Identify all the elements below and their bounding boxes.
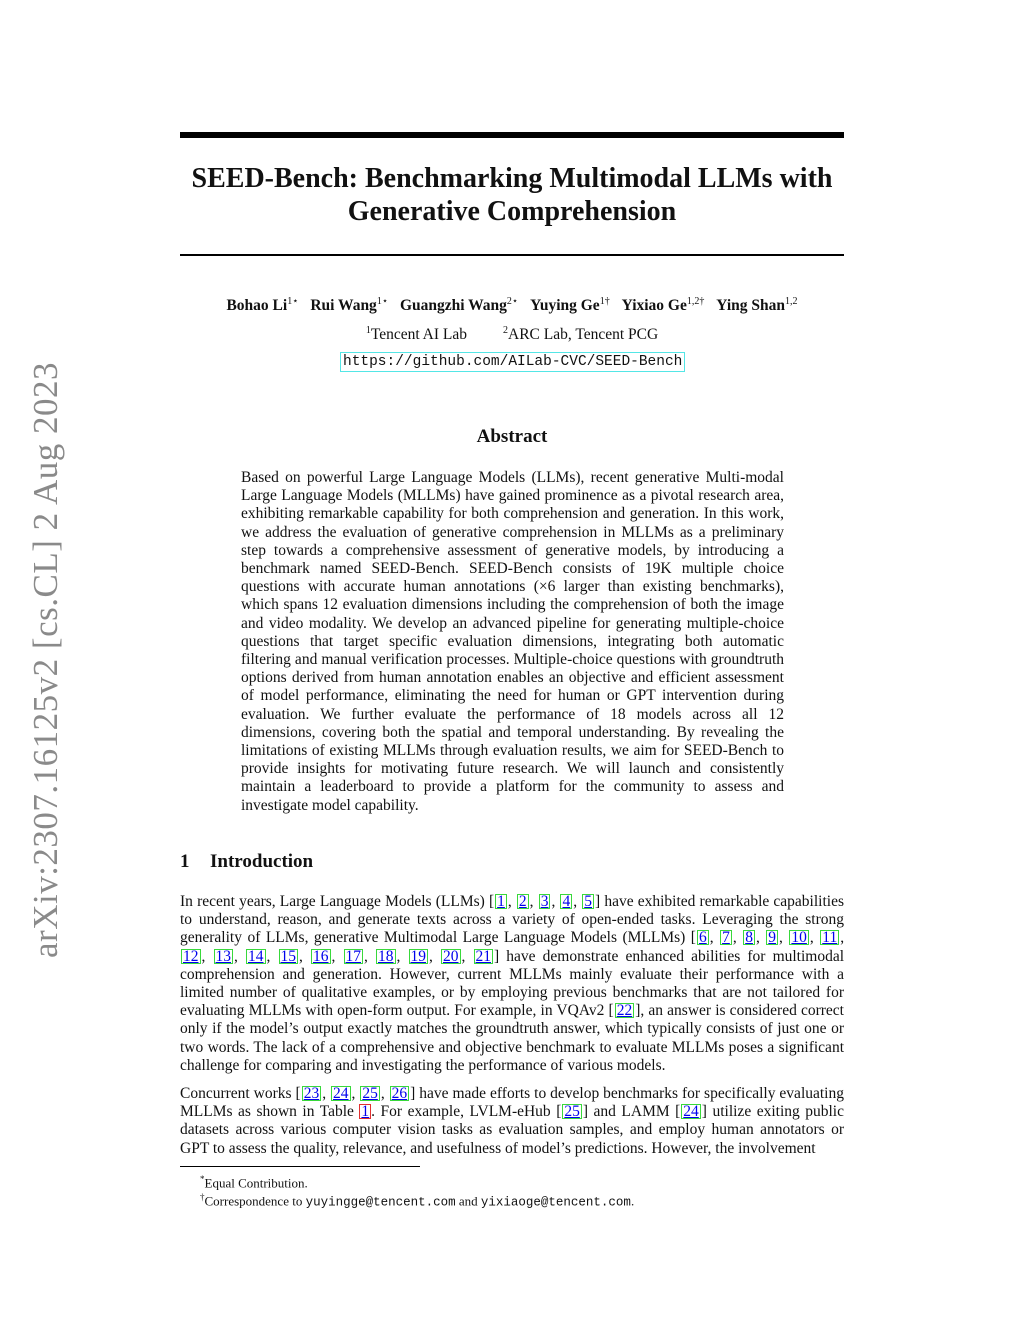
text-run: In recent years, Large Language Models (LLMs) [	[180, 893, 495, 910]
citation-link[interactable]: 18	[378, 947, 394, 965]
citation-group: 6 , 7 , 8 , 9 , 10 , 11 , 12 , 13 , 14 , 15 , 16 , 17 , 18 , 19 , 20 , 21	[183, 929, 845, 965]
email-address[interactable]: yixiaoge@tencent.com	[480, 1195, 631, 1210]
footnote-mark: *	[200, 1174, 205, 1184]
section-heading	[180, 851, 313, 873]
citation-group: 1 , 2 , 3 , 4 , 5	[497, 893, 592, 910]
section-title: Introduction	[210, 851, 314, 872]
author-mark: 2⋆	[506, 296, 519, 307]
citation-link[interactable]: 24	[683, 1103, 699, 1121]
citation-group	[561, 1103, 583, 1120]
citation-link[interactable]: 26	[391, 1085, 408, 1102]
citation-group: 23 , 24 , 25 , 26	[303, 1085, 408, 1102]
citation-link[interactable]: 12	[183, 947, 199, 965]
footnote-text: .	[630, 1193, 635, 1209]
author-name: Ying Shan	[716, 297, 786, 315]
author	[622, 297, 705, 314]
author-mark: 1†	[599, 296, 610, 307]
citation-link[interactable]: 14	[248, 947, 264, 965]
citation-link[interactable]: 5	[584, 893, 592, 910]
text-run: ], an answer is considered correct only if the model’s output exactly matches the groundtruth answer, which typically consists of just one or two words. The lack of a comprehensive and objective benchmark to evaluate MLLMs poses a significant challenge for comparing and investigating the performance of various models.	[180, 1002, 844, 1074]
author-name: Rui Wang	[310, 297, 377, 315]
title-bottom-rule	[180, 254, 844, 256]
author-mark: 1,2†	[686, 296, 705, 307]
citation-group	[614, 1002, 636, 1019]
footnote-correspondence	[200, 1189, 840, 1210]
author	[400, 297, 518, 314]
footnote-mark: †	[200, 1192, 205, 1202]
title-top-rule	[180, 132, 844, 138]
paper-title	[180, 162, 844, 228]
citation-link[interactable]: 11	[822, 929, 838, 947]
citation-link[interactable]: 4	[562, 893, 571, 910]
citation-link[interactable]: 25	[362, 1085, 378, 1102]
author-name: Yixiao Ge	[621, 297, 687, 315]
author	[716, 297, 797, 314]
citation-group	[680, 1103, 702, 1120]
author-mark: 1,2	[785, 296, 798, 307]
footnote-rule	[180, 1166, 420, 1167]
footnote-text: Equal Contribution.	[204, 1175, 308, 1191]
author-name: Yuying Ge	[530, 297, 600, 315]
affiliation-mark: 2	[503, 325, 508, 336]
citation-link[interactable]: 7	[722, 929, 730, 947]
author-list	[180, 296, 844, 315]
title-line-1: SEED-Bench: Benchmarking Multimodal LLMs with	[191, 163, 833, 194]
footnote-text: and	[455, 1193, 481, 1209]
citation-link[interactable]: 16	[313, 947, 329, 965]
citation-link[interactable]: 6	[698, 929, 707, 947]
citation-link[interactable]: 10	[791, 929, 807, 947]
text-run: ] have exhibited remarkable capabilities to understand, reason, and generate texts across a variety of open-ended tasks. Leveraging the strong generality of LLMs, generative Multimodal Large Language Models (MLLMs) [	[180, 893, 844, 947]
author	[226, 297, 298, 314]
table-reference-link[interactable]: 1	[361, 1103, 370, 1121]
author-name: Bohao Li	[226, 297, 288, 315]
affiliation-name: Tencent AI Lab	[370, 326, 467, 344]
author	[530, 297, 610, 314]
citation-link[interactable]: 21	[475, 947, 491, 965]
text-run: ] have made efforts to develop benchmarks for specifically evaluating MLLMs as shown in Table	[180, 1085, 844, 1121]
abstract-text: Based on powerful Large Language Models (LLMs), recent generative Multi-modal Large Language Models (MLLMs) have gained prominence as a pivotal research area, exhibiting remarkable capability for both comprehension and generation. In this work, we address the evaluation of generative comprehension in MLLMs as a preliminary step towards a comprehensive assessment of generative models, by introducing a benchmark named SEED-Bench. SEED-Bench consists of 19K multiple choice questions with accurate human annotations (×6 larger than existing benchmarks), which spans 12 evaluation dimensions including the comprehension of both the image and video modality. We develop an advanced pipeline for generating multiple-choice questions that target specific evaluation dimensions, integrating both automatic filtering and manual verification processes. Multiple-choice questions with groundtruth options derived from human annotation enables an objective and efficient assessment of model performance, eliminating the need for human or GPT intervention during evaluation. We further evaluate the performance of 18 models across all 12 dimensions, covering both the spatial and temporal understanding. By revealing the limitations of existing MLLMs through evaluation results, we aim for SEED-Bench to provide insights for motivating future research. We will launch and consistently maintain a leaderboard to provide a platform for the community to assess and investigate model capability.	[241, 469, 784, 814]
citation-link[interactable]: 2	[518, 893, 527, 910]
citation-link[interactable]: 19	[410, 947, 426, 965]
citation-link[interactable]: 3	[540, 893, 549, 910]
citation-link[interactable]: 1	[497, 893, 505, 910]
section-number: 1	[180, 851, 190, 872]
intro-paragraph-1	[180, 893, 844, 1075]
text-run: . For example, LVLM-eHub [	[371, 1103, 562, 1121]
citation-link[interactable]: 15	[280, 947, 296, 965]
title-line-2: Generative Comprehension	[347, 196, 677, 227]
citation-link[interactable]: 8	[745, 929, 753, 947]
affiliation-mark: 1	[365, 325, 371, 336]
citation-link[interactable]: 22	[616, 1002, 633, 1020]
affiliations	[180, 325, 844, 344]
author	[310, 297, 388, 314]
citation-link[interactable]: 23	[303, 1085, 320, 1102]
intro-paragraph-2	[180, 1085, 844, 1158]
text-run: ] and LAMM [	[582, 1103, 681, 1121]
text-run: Concurrent works [	[180, 1085, 301, 1102]
author-name: Guangzhi Wang	[399, 297, 507, 315]
repo-link[interactable]: https://github.com/AILab-CVC/SEED-Bench	[340, 352, 685, 372]
citation-link[interactable]: 25	[564, 1103, 580, 1121]
citation-link[interactable]: 20	[443, 947, 459, 965]
citation-link[interactable]: 17	[345, 947, 361, 965]
citation-link[interactable]: 13	[215, 947, 231, 965]
footnote-text: Correspondence to	[204, 1193, 306, 1209]
citation-link[interactable]: 24	[333, 1085, 349, 1102]
author-mark: 1⋆	[287, 296, 299, 307]
text-run: ] have demonstrate enhanced abilities for multimodal comprehension and generation. However, current MLLMs mainly evaluate their performance with a limited number of qualitative examples, or by employing previous benchmarks that are not tailored for evaluating MLLMs with open-form output. For example, in VQAv2 [	[180, 947, 845, 1020]
affiliation-name: ARC Lab, Tencent PCG	[508, 326, 659, 344]
text-run: ] utilize exiting public datasets across various computer vision tasks as evaluation samples, and employ human annotators or GPT to assess the quality, relevance, and usefulness of model’s predictions. However, the involvement	[180, 1103, 844, 1157]
abstract-heading: Abstract	[476, 426, 548, 447]
author-mark: 1⋆	[376, 296, 389, 307]
arxiv-identifier: arXiv:2307.16125v2 [cs.CL] 2 Aug 2023	[26, 362, 65, 958]
citation-link[interactable]: 9	[768, 929, 777, 947]
email-address[interactable]: yuyingge@tencent.com	[305, 1195, 456, 1210]
